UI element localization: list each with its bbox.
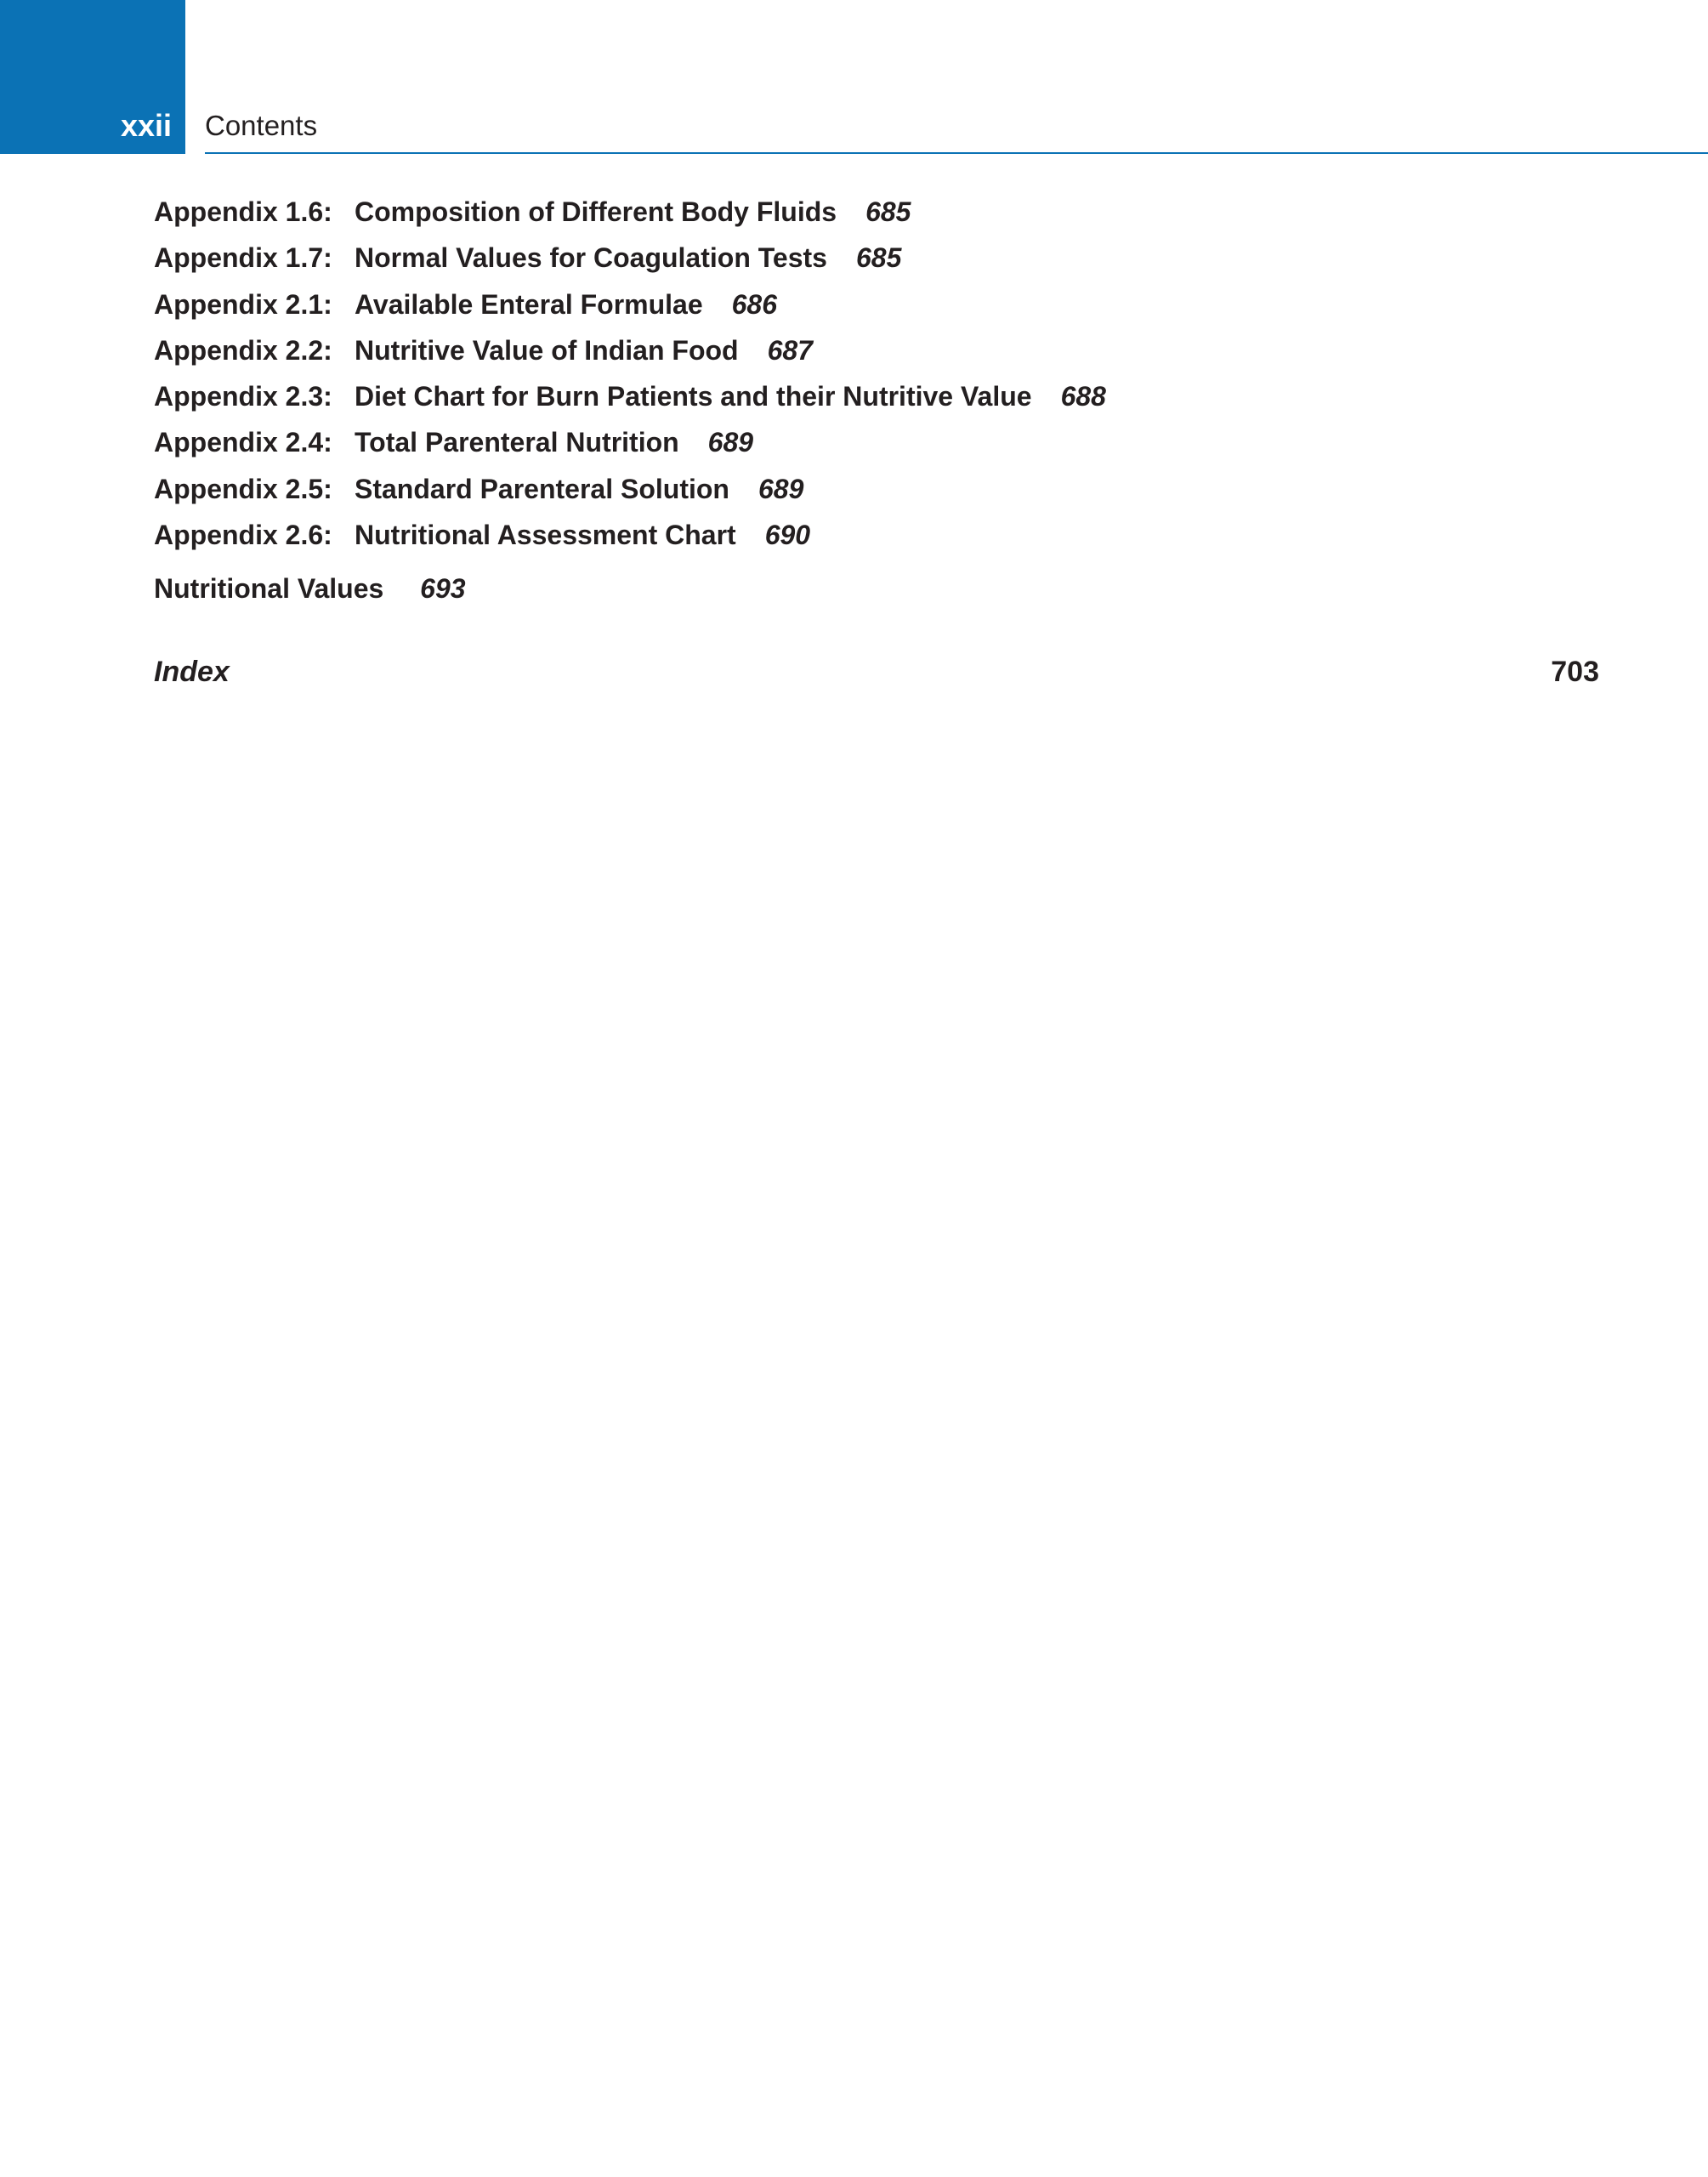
- toc-entry-title: Nutritional Values: [154, 573, 384, 604]
- toc-entry-label: Appendix 1.7:: [154, 242, 332, 274]
- toc-entry-title: Standard Parenteral Solution: [355, 473, 729, 504]
- page-number: xxii: [121, 108, 173, 143]
- toc-entry-label: Appendix 2.3:: [154, 381, 332, 412]
- toc-entry-page: 693: [420, 573, 466, 604]
- toc-entry-label: Appendix 2.5:: [154, 473, 332, 504]
- toc-entry-label: Appendix 2.1:: [154, 288, 332, 320]
- toc-entry-page: 685: [865, 196, 911, 227]
- toc-entry[interactable]: [154, 335, 1599, 381]
- toc-entry[interactable]: [154, 242, 1599, 288]
- toc-entry-title: Nutritional Assessment Chart: [355, 520, 736, 551]
- toc-entry[interactable]: [154, 381, 1599, 427]
- toc-entry[interactable]: [154, 474, 1599, 520]
- toc-entry-title: Normal Values for Coagulation Tests: [355, 242, 827, 274]
- toc-entry-page: 689: [707, 427, 754, 458]
- toc-entry[interactable]: [154, 520, 1599, 566]
- toc-entry-label: Appendix 2.6:: [154, 520, 332, 551]
- header-rule: [205, 152, 1708, 154]
- index-title: Index: [154, 656, 230, 688]
- running-head: Contents: [205, 110, 318, 141]
- toc-entry-title: Total Parenteral Nutrition: [355, 427, 679, 458]
- toc-entry-label: Appendix 2.2:: [154, 334, 332, 366]
- toc-entry-title: Nutritive Value of Indian Food: [355, 334, 739, 366]
- toc-entry[interactable]: [154, 427, 1599, 473]
- toc-entry-page: 688: [1060, 381, 1106, 412]
- toc-entry-nutritional-values[interactable]: [154, 573, 466, 605]
- toc-appendix-list: [154, 196, 1599, 566]
- toc-entry-page: 690: [764, 520, 811, 551]
- toc-entry[interactable]: [154, 196, 1599, 242]
- toc-entry-index[interactable]: [154, 656, 1599, 693]
- toc-entry[interactable]: [154, 289, 1599, 335]
- toc-entry-page: 689: [758, 473, 804, 504]
- toc-entry-label: Appendix 2.4:: [154, 427, 332, 458]
- toc-entry-title: Composition of Different Body Fluids: [355, 196, 837, 227]
- index-page: 703: [1551, 656, 1599, 688]
- toc-entry-label: Appendix 1.6:: [154, 196, 332, 227]
- toc-entry-page: 687: [767, 334, 813, 366]
- toc-entry-title: Available Enteral Formulae: [355, 288, 703, 320]
- toc-entry-page: 685: [855, 242, 902, 274]
- toc-entry-title: Diet Chart for Burn Patients and their Nutritive Value: [355, 381, 1032, 412]
- toc-entry-page: 686: [731, 288, 778, 320]
